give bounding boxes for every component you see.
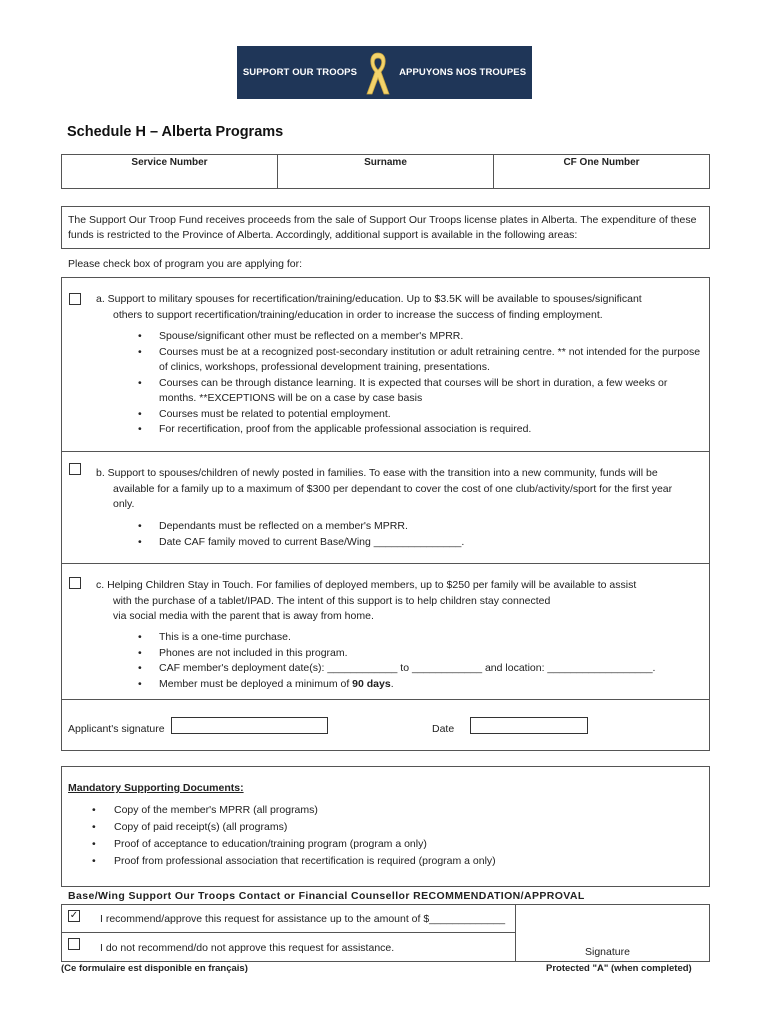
not-recommend-checkbox[interactable] bbox=[68, 938, 80, 950]
list-item: • Date CAF family moved to current Base/Wing _______________. bbox=[138, 535, 703, 551]
not-recommend-row bbox=[62, 933, 516, 961]
list-item: • Phones are not included in this program. bbox=[138, 646, 703, 662]
program-c-line-1: c. Helping Children Stay in Touch. For families of deployed members, up to $250 per family will be available to assist bbox=[96, 579, 637, 591]
check-icon: ✓ bbox=[69, 910, 79, 921]
program-a-line-2: others to support recertification/training/education in order to increase the success of finding employment. bbox=[113, 308, 603, 321]
approval-options bbox=[62, 905, 516, 961]
programs-section bbox=[61, 277, 710, 751]
program-b-checkbox[interactable] bbox=[69, 463, 81, 475]
banner-right-text: APPUYONS NOS TROUPES bbox=[399, 67, 527, 78]
support-our-troops-banner bbox=[237, 46, 532, 99]
program-b-description bbox=[96, 466, 701, 513]
instruction-text: Please check box of program you are applying for: bbox=[68, 258, 303, 270]
date-field[interactable] bbox=[470, 717, 588, 734]
not-recommend-text: I do not recommend/do not approve this request for assistance. bbox=[100, 942, 395, 954]
approval-header: Base/Wing Support Our Troops Contact or Financial Counsellor RECOMMENDATION/APPROVAL bbox=[68, 890, 585, 902]
program-b-line-2: available for a family up to a maximum of $300 per dependant to cover the cost of one club/activity/sport for the first year bbox=[113, 482, 673, 495]
program-a bbox=[62, 278, 709, 452]
banner-left-text: SUPPORT OUR TROOPS bbox=[242, 67, 358, 78]
list-item: • Proof from professional association that recertification is required (program a only) bbox=[92, 853, 496, 870]
program-c-line-3: via social media with the parent that is away from home. bbox=[113, 610, 374, 622]
list-item: • Courses must be related to potential employment. bbox=[138, 407, 703, 423]
recommend-text: I recommend/approve this request for assistance up to the amount of $_____________ bbox=[100, 913, 506, 925]
program-c-description bbox=[96, 578, 701, 625]
list-item: • For recertification, proof from the applicable professional association is required. bbox=[138, 422, 703, 438]
list-item: • Courses can be through distance learning. It is expected that courses will be short in duration, a few weeks or months. **EXCEPTIONS will be on a case by case basis bbox=[138, 376, 703, 407]
approver-signature-label: Signature bbox=[585, 946, 630, 958]
list-item: • Spouse/significant other must be reflected on a member's MPRR. bbox=[138, 329, 703, 345]
mandatory-documents-list bbox=[92, 802, 496, 870]
program-a-checkbox[interactable] bbox=[69, 293, 81, 305]
intro-paragraph bbox=[61, 206, 710, 249]
protected-marking: Protected "A" (when completed) bbox=[546, 963, 692, 974]
program-c-checkbox[interactable] bbox=[69, 577, 81, 589]
member-id-table bbox=[61, 154, 710, 189]
surname-header: Surname bbox=[364, 157, 407, 168]
recommend-checkbox[interactable] bbox=[68, 910, 80, 922]
list-item: • Courses must be at a recognized post-secondary institution or adult retraining centre. ** not intended for the purpose of clinics, workshops, professional development training, presentations. bbox=[138, 345, 703, 376]
program-a-bullets bbox=[138, 329, 703, 438]
list-item: • Member must be deployed a minimum of 90 days. bbox=[138, 677, 703, 693]
program-b bbox=[62, 452, 709, 564]
program-c-bullets bbox=[138, 630, 703, 692]
program-b-bullets bbox=[138, 519, 703, 550]
program-b-line-3: only. bbox=[113, 498, 135, 510]
service-number-header: Service Number bbox=[131, 157, 208, 168]
list-item: • Copy of paid receipt(s) (all programs) bbox=[92, 819, 496, 836]
cf-one-number-header: CF One Number bbox=[563, 157, 640, 168]
applicant-signature-label: Applicant's signature bbox=[68, 723, 165, 735]
french-availability-note: (Ce formulaire est disponible en français) bbox=[61, 963, 248, 974]
bold-duration: 90 days bbox=[352, 677, 391, 690]
date-label: Date bbox=[432, 723, 455, 735]
approval-table bbox=[61, 904, 710, 962]
mandatory-documents-heading: Mandatory Supporting Documents: bbox=[68, 782, 244, 794]
program-b-line-1: b. Support to spouses/children of newly posted in families. To ease with the transition into a new community, funds will be bbox=[96, 467, 658, 479]
list-item: • This is a one-time purchase. bbox=[138, 630, 703, 646]
mandatory-documents-section bbox=[61, 766, 710, 887]
page-title: Schedule H – Alberta Programs bbox=[67, 124, 284, 140]
list-item: • CAF member's deployment date(s): ____________ to ____________ and location: __________________. bbox=[138, 661, 703, 677]
intro-line-2: funds is restricted to the Province of Alberta. Accordingly, additional support is available in the following areas: bbox=[68, 229, 578, 241]
intro-line-1: The Support Our Troop Fund receives proceeds from the sale of Support Our Troops license plates in Alberta. The expenditure of these bbox=[68, 214, 697, 226]
recommend-row bbox=[62, 905, 516, 933]
program-c-line-2: with the purchase of a tablet/IPAD. The intent of this support is to help children stay connected bbox=[113, 594, 551, 607]
program-c bbox=[62, 564, 709, 700]
cf-one-number-cell[interactable] bbox=[494, 155, 709, 188]
list-item: • Copy of the member's MPRR (all programs) bbox=[92, 802, 496, 819]
service-number-cell[interactable] bbox=[62, 155, 278, 188]
yellow-ribbon-icon bbox=[363, 50, 393, 96]
program-a-description bbox=[96, 292, 701, 323]
list-item: • Dependants must be reflected on a member's MPRR. bbox=[138, 519, 703, 535]
applicant-signature-field[interactable] bbox=[171, 717, 328, 734]
program-a-line-1: a. Support to military spouses for recertification/training/education. Up to $3.5K will be available to spouses/significant bbox=[96, 293, 642, 305]
applicant-signature-row bbox=[62, 707, 709, 751]
surname-cell[interactable] bbox=[278, 155, 494, 188]
list-item: • Proof of acceptance to education/training program (program a only) bbox=[92, 836, 496, 853]
